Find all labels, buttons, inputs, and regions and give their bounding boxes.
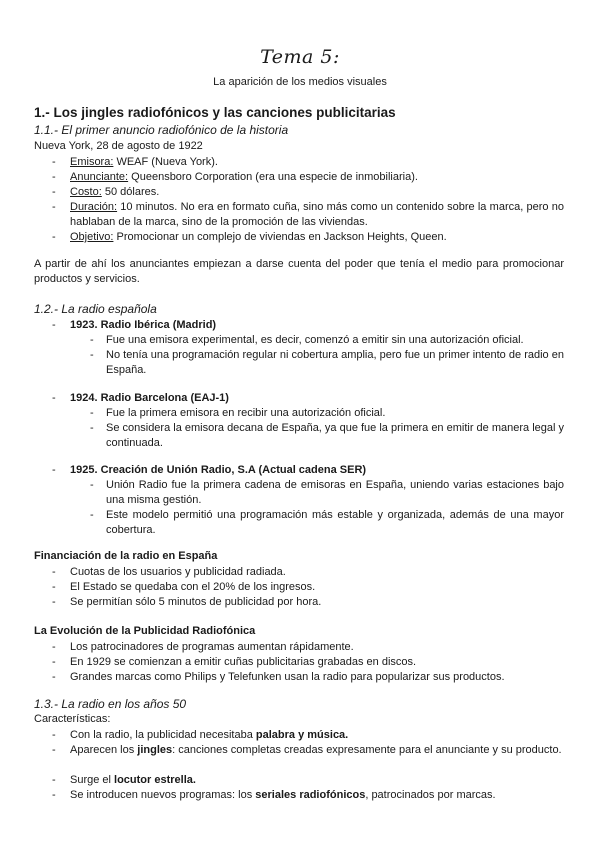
section-heading: 1.- Los jingles radiofónicos y las canciones publicitarias bbox=[34, 105, 396, 120]
station-point: - Unión Radio fue la primera cadena de emisoras en España, uniendo varias estaciones bajo una misma gestión. bbox=[90, 479, 564, 506]
list-item: - Cuotas de los usuarios y publicidad radiada. bbox=[52, 566, 286, 578]
list-item: - Los patrocinadores de programas aumentan rápidamente. bbox=[52, 641, 354, 653]
item-text: Promocionar un complejo de viviendas en Jackson Heights, Queen. bbox=[113, 231, 447, 243]
intro-paragraph: A partir de ahí los anunciantes empiezan a darse cuenta del poder que tenía el medio para promocionar productos y servicios. bbox=[34, 258, 564, 285]
list-item: - En 1929 se comienzan a emitir cuñas publicitarias grabadas en discos. bbox=[52, 656, 417, 668]
station-point: - Este modelo permitió una programación más estable y organizada, además de una mayor cobertura. bbox=[90, 509, 564, 536]
station-point: - No tenía una programación regular ni cobertura amplia, pero fue un primer intento de radio en España. bbox=[90, 349, 564, 376]
place-date-line: Nueva York, 28 de agosto de 1922 bbox=[34, 140, 203, 152]
item-text: 10 minutos. No era en formato cuña, sino más como un contenido sobre la marca, pero no hablaban de la marca, sino de la promoción de las viviendas. bbox=[70, 201, 564, 228]
document-title: Tema 5: bbox=[260, 46, 340, 68]
item-text: 50 dólares. bbox=[101, 186, 160, 198]
list-item: - Objetivo: Promocionar un complejo de viviendas en Jackson Heights, Queen. bbox=[52, 231, 447, 243]
list-item: - Aparecen los jingles: canciones completas creadas expresamente para el anunciante y su producto. bbox=[52, 744, 562, 756]
list-item: - Costo: 50 dólares. bbox=[52, 186, 160, 198]
list-item: - Se permitían sólo 5 minutos de publicidad por hora. bbox=[52, 596, 322, 608]
item-text: WEAF (Nueva York). bbox=[113, 156, 218, 168]
list-item: - Con la radio, la publicidad necesitaba palabra y música. bbox=[52, 729, 349, 741]
list-item: - Emisora: WEAF (Nueva York). bbox=[52, 156, 218, 168]
characteristics-label: Características: bbox=[34, 713, 111, 725]
item-label: Emisora: bbox=[70, 156, 114, 168]
list-item: - El Estado se quedaba con el 20% de los ingresos. bbox=[52, 581, 316, 593]
station-name: 1924. Radio Barcelona (EAJ-1) bbox=[70, 392, 229, 404]
station-item: - 1925. Creación de Unión Radio, S.A (Actual cadena SER) bbox=[52, 464, 367, 476]
station-item: - 1923. Radio Ibérica (Madrid) bbox=[52, 319, 217, 331]
item-label: Costo: bbox=[70, 186, 102, 198]
item-label: Duración: bbox=[70, 201, 118, 213]
item-label: Anunciante: bbox=[70, 171, 129, 183]
evolution-heading: La Evolución de la Publicidad Radiofónica bbox=[34, 625, 256, 637]
document-subtitle: La aparición de los medios visuales bbox=[213, 76, 387, 88]
station-name: 1923. Radio Ibérica (Madrid) bbox=[70, 319, 217, 331]
subsection-heading-1-1: 1.1.- El primer anuncio radiofónico de la historia bbox=[34, 123, 289, 137]
list-item: - Se introducen nuevos programas: los seriales radiofónicos, patrocinados por marcas. bbox=[52, 789, 496, 801]
list-item: - Anunciante: Queensboro Corporation (era una especie de inmobiliaria). bbox=[52, 171, 418, 183]
station-point: - Fue la primera emisora en recibir una autorización oficial. bbox=[90, 407, 386, 419]
list-item: - Grandes marcas como Philips y Telefunken usan la radio para popularizar sus productos. bbox=[52, 671, 505, 683]
subsection-heading-1-2: 1.2.- La radio española bbox=[34, 302, 157, 316]
item-text: Queensboro Corporation (era una especie de inmobiliaria). bbox=[128, 171, 418, 183]
item-label: Objetivo: bbox=[70, 231, 114, 243]
station-point: - Fue una emisora experimental, es decir, comenzó a emitir sin una autorización oficial. bbox=[90, 334, 524, 346]
station-name: 1925. Creación de Unión Radio, S.A (Actual cadena SER) bbox=[70, 464, 367, 476]
list-item: - Duración: 10 minutos. No era en formato cuña, sino más como un contenido sobre la marca, pero no hablaban de la marca, sino de la promoción de las viviendas. bbox=[52, 201, 564, 228]
subsection-heading-1-3: 1.3.- La radio en los años 50 bbox=[34, 697, 187, 711]
list-item: - Surge el locutor estrella. bbox=[52, 774, 196, 786]
station-item: - 1924. Radio Barcelona (EAJ-1) bbox=[52, 392, 229, 404]
station-point: - Se considera la emisora decana de España, ya que fue la primera en emitir de manera legal y continuada. bbox=[90, 422, 564, 449]
financing-heading: Financiación de la radio en España bbox=[34, 550, 218, 562]
